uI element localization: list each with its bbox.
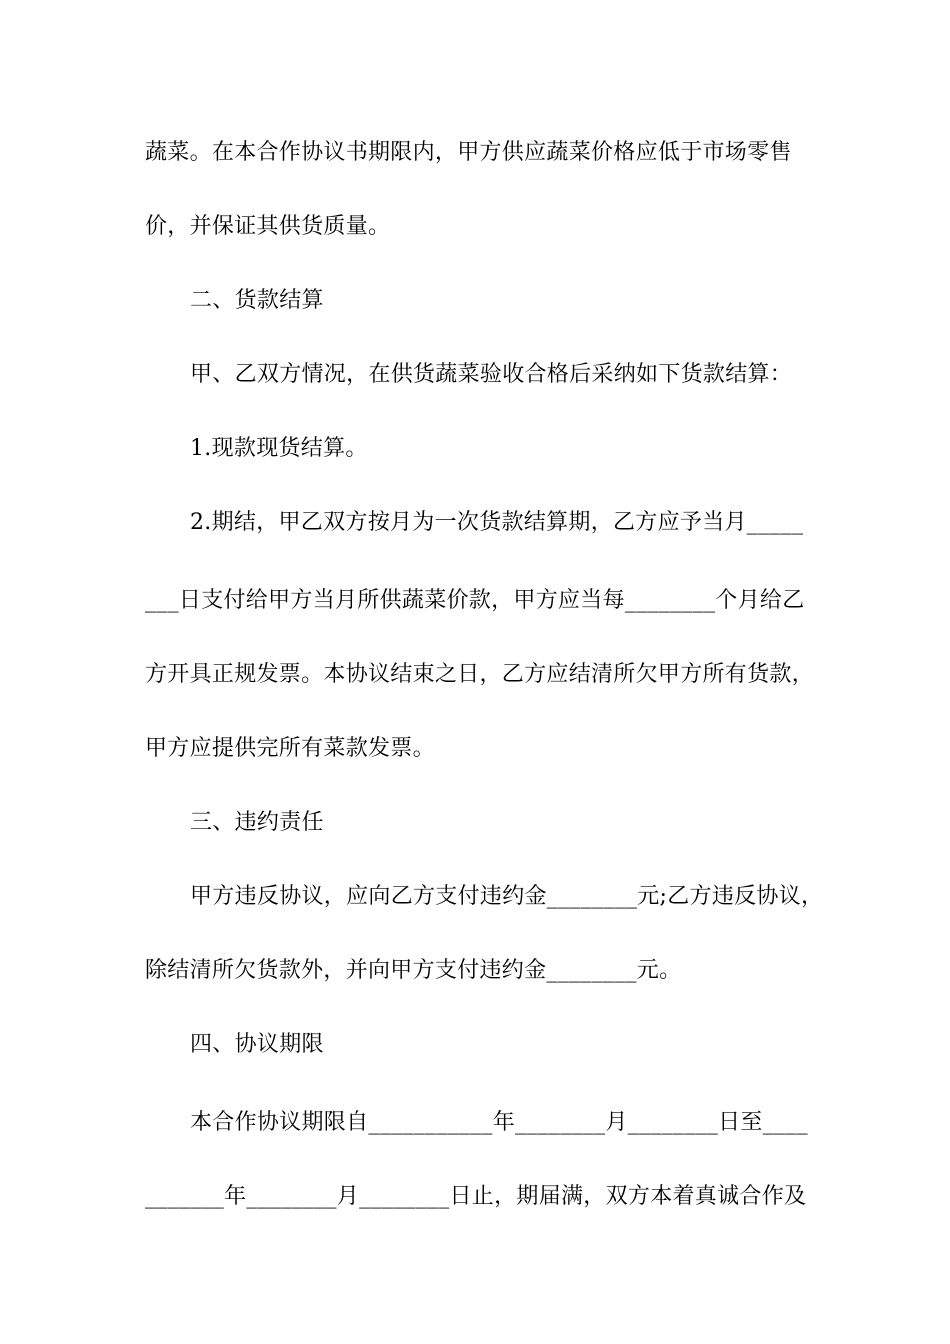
paragraph-line: _______年________月________日止，期届满，双方本着真诚合作及	[145, 1184, 807, 1209]
section-heading-term: 四、协议期限	[190, 1032, 324, 1057]
paragraph-line: 蔬菜。在本合作协议书期限内，甲方供应蔬菜价格应低于市场零售	[145, 140, 792, 165]
paragraph-line: 除结清所欠货款外，并向甲方支付违约金________元。	[145, 958, 682, 983]
paragraph-line: ___日支付给甲方当月所供蔬菜价款，甲方应当每________个月给乙	[145, 588, 805, 613]
paragraph-line: 甲、乙双方情况，在供货蔬菜验收合格后采纳如下货款结算：	[190, 362, 793, 387]
section-heading-liability: 三、违约责任	[190, 810, 324, 835]
paragraph-line: 方开具正规发票。本协议结束之日，乙方应结清所欠甲方所有货款，	[145, 662, 815, 687]
section-heading-payment: 二、货款结算	[190, 288, 324, 313]
paragraph-line: 甲方违反协议，应向乙方支付违约金________元;乙方违反协议，	[190, 884, 824, 909]
list-item: 1.现款现货结算。	[190, 436, 368, 461]
list-item: 2.期结，甲乙双方按月为一次货款结算期，乙方应予当月_____	[190, 510, 804, 535]
paragraph-line: 价，并保证其供货质量。	[145, 214, 391, 239]
paragraph-line: 甲方应提供完所有菜款发票。	[145, 736, 435, 761]
paragraph-line: 本合作协议期限自___________年________月________日至____	[190, 1110, 808, 1135]
